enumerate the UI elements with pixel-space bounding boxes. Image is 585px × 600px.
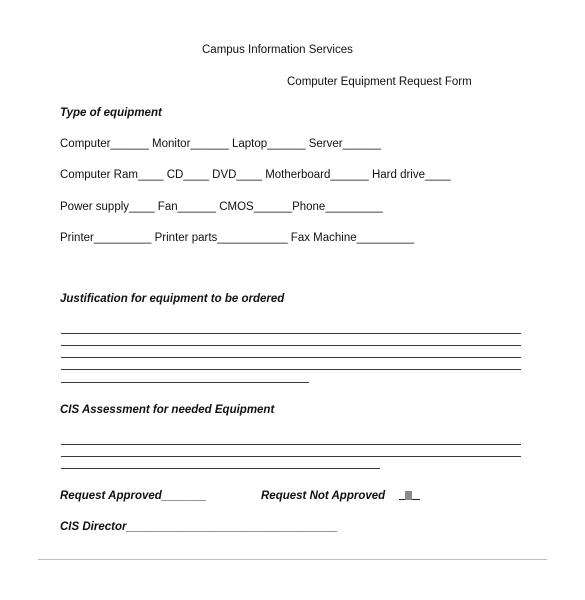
- request-approved-field[interactable]: Request Approved_______: [60, 490, 207, 502]
- form-title: Computer Equipment Request Form: [287, 76, 472, 88]
- justification-line[interactable]: [61, 357, 521, 358]
- justification-line[interactable]: [61, 382, 309, 383]
- equipment-row: Computer______ Monitor______ Laptop______ Server______: [60, 138, 381, 150]
- cis-director-field[interactable]: CIS Director_________________________________: [60, 521, 338, 533]
- equipment-row: Printer_________ Printer parts___________ Fax Machine_________: [60, 232, 415, 244]
- request-not-approved-label: Request Not Approved: [261, 490, 386, 502]
- assessment-heading: CIS Assessment for needed Equipment: [60, 404, 275, 416]
- equipment-row: Computer Ram____ CD____ DVD____ Motherboard______ Hard drive____: [60, 169, 451, 181]
- page-bottom-divider: [38, 559, 547, 560]
- field-underline: [412, 490, 420, 500]
- equipment-heading: Type of equipment: [60, 107, 162, 119]
- assessment-line[interactable]: [61, 468, 380, 469]
- org-name: Campus Information Services: [202, 44, 353, 56]
- assessment-line[interactable]: [61, 444, 521, 445]
- justification-line[interactable]: [61, 369, 521, 370]
- justification-line[interactable]: [61, 345, 521, 346]
- assessment-line[interactable]: [61, 456, 521, 457]
- text-cursor-mark: [405, 491, 412, 500]
- request-not-approved-field[interactable]: [261, 489, 420, 503]
- equipment-row: Power supply____ Fan______ CMOS______Phone_________: [60, 201, 383, 213]
- justification-line[interactable]: [61, 333, 521, 334]
- justification-heading: Justification for equipment to be ordered: [60, 293, 285, 305]
